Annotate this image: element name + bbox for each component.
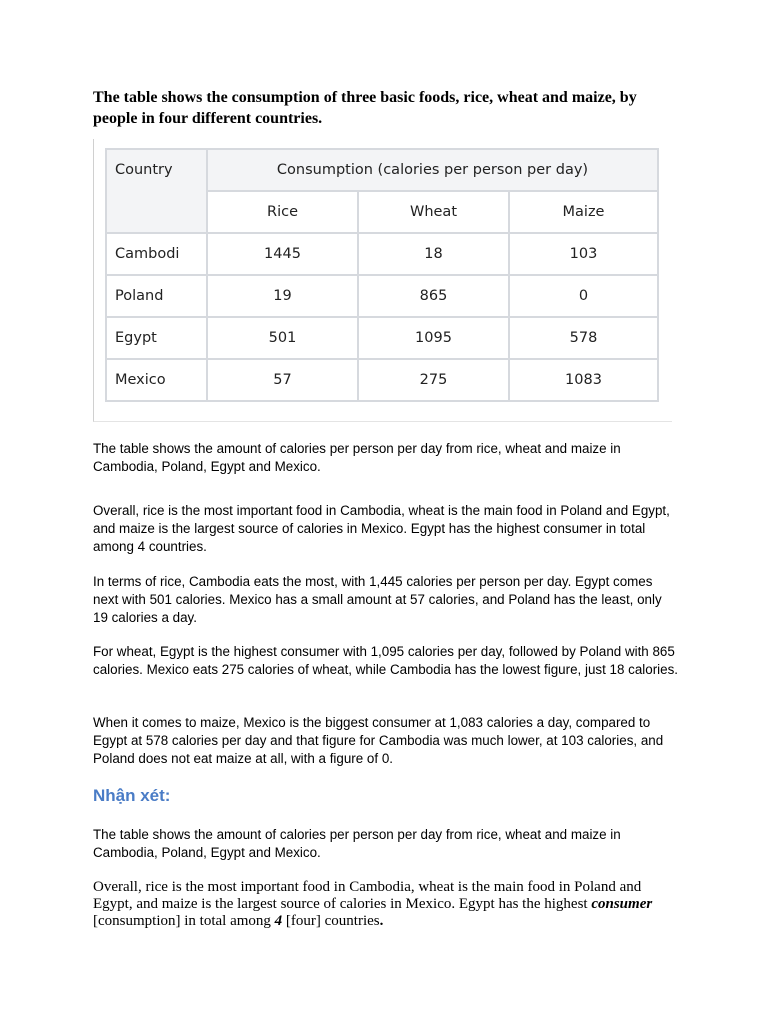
country-cell: Egypt xyxy=(106,317,207,359)
overview-paragraph: Overall, rice is the most important food in Cambodia, wheat is the main food in Poland and Egypt, and maize is the largest source of calories in Mexico. Egypt has the highest consumer in total among 4 countries. xyxy=(93,503,670,554)
review-text: [four] countries xyxy=(282,913,380,929)
rice-cell: 19 xyxy=(207,275,358,317)
wheat-cell: 865 xyxy=(358,275,509,317)
rice-cell: 57 xyxy=(207,359,358,401)
review-period: . xyxy=(379,913,384,929)
maize-cell: 578 xyxy=(509,317,658,359)
table-row xyxy=(106,359,658,401)
country-cell: Poland xyxy=(106,275,207,317)
table-row xyxy=(106,275,658,317)
review-emphasis-consumer: consumer xyxy=(591,896,653,912)
task-heading: The table shows the consumption of three basic foods, rice, wheat and maize, by people in four different countries. xyxy=(93,89,637,127)
column-header-rice: Rice xyxy=(207,191,358,233)
table-row xyxy=(106,317,658,359)
review-emphasis-number: 4 xyxy=(274,913,283,929)
intro-paragraph: The table shows the amount of calories per person per day from rice, wheat and maize in Cambodia, Poland, Egypt and Mexico. xyxy=(93,441,621,474)
review-text: [consumption] in total among xyxy=(93,913,275,929)
maize-cell: 0 xyxy=(509,275,658,317)
wheat-paragraph: For wheat, Egypt is the highest consumer with 1,095 calories per day, followed by Poland with 865 calories. Mexico eats 275 calories of wheat, while Cambodia has the lowest figure, just 18 calories. xyxy=(93,644,679,677)
country-cell: Cambodi xyxy=(106,233,207,275)
consumption-table xyxy=(105,148,659,402)
country-header: Country xyxy=(106,149,207,233)
column-header-maize: Maize xyxy=(509,191,658,233)
country-cell: Mexico xyxy=(106,359,207,401)
table-header-row xyxy=(106,149,658,191)
table-row xyxy=(106,233,658,275)
consumption-header: Consumption (calories per person per day) xyxy=(207,149,658,191)
review-title: Nhận xét: xyxy=(93,786,171,805)
rice-cell: 501 xyxy=(207,317,358,359)
rice-paragraph: In terms of rice, Cambodia eats the most, with 1,445 calories per person per day. Egypt comes next with 501 calories. Mexico has a small amount at 57 calories, and Poland has the least, only 19 calories a day. xyxy=(93,574,662,625)
column-header-wheat: Wheat xyxy=(358,191,509,233)
rice-cell: 1445 xyxy=(207,233,358,275)
maize-cell: 103 xyxy=(509,233,658,275)
review-intro-paragraph: The table shows the amount of calories per person per day from rice, wheat and maize in Cambodia, Poland, Egypt and Mexico. xyxy=(93,827,621,860)
review-overview-paragraph xyxy=(93,879,679,930)
maize-cell: 1083 xyxy=(509,359,658,401)
review-text: Overall, rice is the most important food in Cambodia, wheat is the main food in Poland and Egypt, and maize is the largest source of calories in Mexico. Egypt has the highest xyxy=(93,879,642,912)
wheat-cell: 18 xyxy=(358,233,509,275)
maize-paragraph: When it comes to maize, Mexico is the biggest consumer at 1,083 calories a day, compared to Egypt at 578 calories per day and that figure for Cambodia was much lower, at 103 calories, and Poland does not eat maize at all, with a figure of 0. xyxy=(93,715,664,766)
wheat-cell: 275 xyxy=(358,359,509,401)
wheat-cell: 1095 xyxy=(358,317,509,359)
table-image xyxy=(93,139,672,422)
